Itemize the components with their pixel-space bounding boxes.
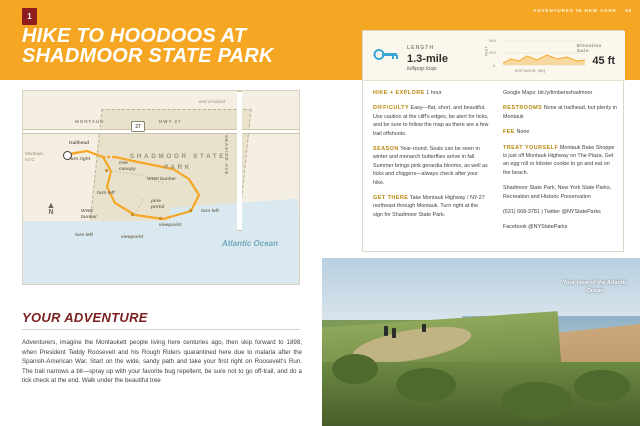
google-maps-link[interactable]: Google Maps: bit.ly/timbersshadmoor (503, 90, 593, 96)
info-label: TREAT YOURSELF (503, 144, 559, 151)
photo-shrub (396, 368, 456, 402)
info-label: SEASON (373, 146, 399, 153)
length-sublabel: lollipop loop (407, 66, 437, 72)
info-label: GET THERE (373, 195, 409, 202)
map-label-seaside-ave: SEASIDE AVE. (224, 135, 229, 178)
elevation-gain-value: 45 ft (592, 55, 615, 67)
map-note-wwii-bunker-upper: WWII bunker (147, 177, 177, 182)
elevation-line (503, 39, 585, 69)
map-note-wwii-bunker-lower: WWII bunker (81, 209, 97, 220)
info-item (373, 89, 489, 97)
info-item (503, 184, 617, 201)
map-note-turn-left-lower: turn left (75, 233, 93, 238)
info-text: None at trailhead, but plenty in Montauk (503, 105, 617, 120)
info-item (503, 128, 617, 136)
hero-photo (322, 258, 640, 426)
map-note-turn-left-upper: turn left (97, 191, 115, 196)
map-label-hwy-27: HWY 27 (159, 119, 182, 124)
info-item (373, 194, 489, 219)
info-item (373, 104, 489, 138)
map-note-pine-portal: pine portal (151, 199, 165, 210)
compass-icon (43, 201, 59, 216)
photo-shrub (332, 354, 378, 384)
length-value: 1.3-mile (407, 53, 448, 65)
info-text[interactable]: Facebook @NYStateParks (503, 224, 568, 231)
info-text: Shadmoor State Park, New York State Parks, Recreation and Historic Preservation (503, 185, 612, 200)
hike-info-card (362, 30, 624, 252)
park-name-label: SHADMOOR STATE PARK (129, 153, 227, 171)
info-column-left (373, 89, 489, 226)
map-label-montauk-nyc: Montauk, NYC (25, 151, 44, 162)
info-text[interactable]: (631) 668-3781 | Twitter @NYStateParks (503, 209, 601, 216)
elevation-gain-label: Elevation Gain (577, 43, 602, 54)
running-head (533, 8, 632, 13)
info-item (503, 89, 617, 97)
compass-north-label: N (48, 209, 54, 216)
highway-shield: 27 (131, 121, 145, 132)
map-note-trailhead: trailhead (69, 141, 89, 146)
header-band-right (348, 0, 640, 26)
info-item (503, 144, 617, 178)
info-item (503, 223, 617, 231)
map-note-turn-left-right: turn left (201, 209, 219, 214)
info-label: DIFFICULTY (373, 105, 410, 112)
map-note-tree-canopy: tree canopy (119, 161, 136, 172)
info-column-right (503, 89, 617, 239)
trail-map[interactable] (22, 90, 300, 285)
info-label: FEE (503, 129, 515, 136)
page-number: 33 (625, 8, 632, 13)
photo-hiker (384, 326, 388, 336)
map-note-turn-right: turn right (69, 157, 91, 162)
trail-key-icon (373, 48, 399, 61)
photo-caption: Your view of the Atlantic Ocean (562, 280, 628, 294)
photo-shrub (574, 370, 630, 402)
info-text: Year-round. Seals can be seen in winter and monarch butterflies arrive in fall. Summer brings pink gerardia blooms, as well as ticks and chiggers—always check after your hike. (373, 146, 488, 186)
chart-y-tick-200: 200 (489, 51, 497, 55)
page-title: HIKE TO HOODOOS AT SHADMOOR STATE PARK (22, 25, 274, 67)
ocean-label: Atlantic Ocean (221, 239, 278, 248)
info-text: Easy—flat, short, and beautiful. Use caution at the cliff's edges, be alert for ticks, and be sure to follow the map as there are a few trail offshoots. (373, 105, 489, 137)
elevation-profile-chart (484, 39, 617, 75)
chart-y-tick-0: 0 (493, 64, 496, 68)
length-label: LENGTH (407, 45, 435, 51)
your-adventure-heading: YOUR ADVENTURE (22, 310, 148, 325)
info-item (503, 104, 617, 121)
info-text: Take Montauk Highway / NY-27 northeast through Montauk. Turn right at the sign for Shadmoor State Park. (373, 195, 485, 218)
hike-number-badge: 1 (22, 8, 37, 25)
map-label-montauk: MONTAUK (75, 119, 105, 124)
your-adventure-body: Adventurers, imagine the Montaukett people living here centuries ago, then skip forward to 1898, when President Teddy Roosevelt and his Rough Riders quarantined here due to malaria after the Spanish-American War. Start on the wide, sandy path and take your first right on Roosevelt's Run. The trail narrows a bit—spray up with your favorite bug repellent, be sure not to go off-trail, and do a tick check at the end. Walk under the beautiful tree (22, 339, 302, 385)
photo-hiker (422, 324, 426, 332)
photo-hiker (392, 328, 396, 338)
map-label-end-of-island: end of island (199, 99, 226, 104)
section-divider (22, 329, 300, 330)
info-text: Montauk Bake Shoppe is just off Montauk Highway on The Plaza. Get an egg roll or lobster cookie to go and eat on the beach. (503, 144, 615, 176)
info-text: 1 hour (426, 90, 442, 96)
map-note-viewpoint-1: viewpoint (159, 223, 182, 228)
info-item (503, 208, 617, 216)
photo-shrub (502, 382, 572, 420)
running-head-text: ADVENTURES IN NEW YORK (533, 8, 617, 13)
info-label: HIKE + EXPLORE (373, 90, 425, 96)
map-note-viewpoint-2: viewpoint (121, 235, 144, 240)
info-text: None (516, 129, 530, 136)
chart-x-axis-label: DISTANCE (MI) (515, 69, 546, 73)
compass-needle-icon: ▲ (46, 200, 56, 210)
chart-y-axis-label: FEET (484, 45, 489, 57)
info-label: RESTROOMS (503, 105, 543, 112)
info-item (373, 145, 489, 187)
chart-y-tick-400: 400 (489, 39, 497, 43)
